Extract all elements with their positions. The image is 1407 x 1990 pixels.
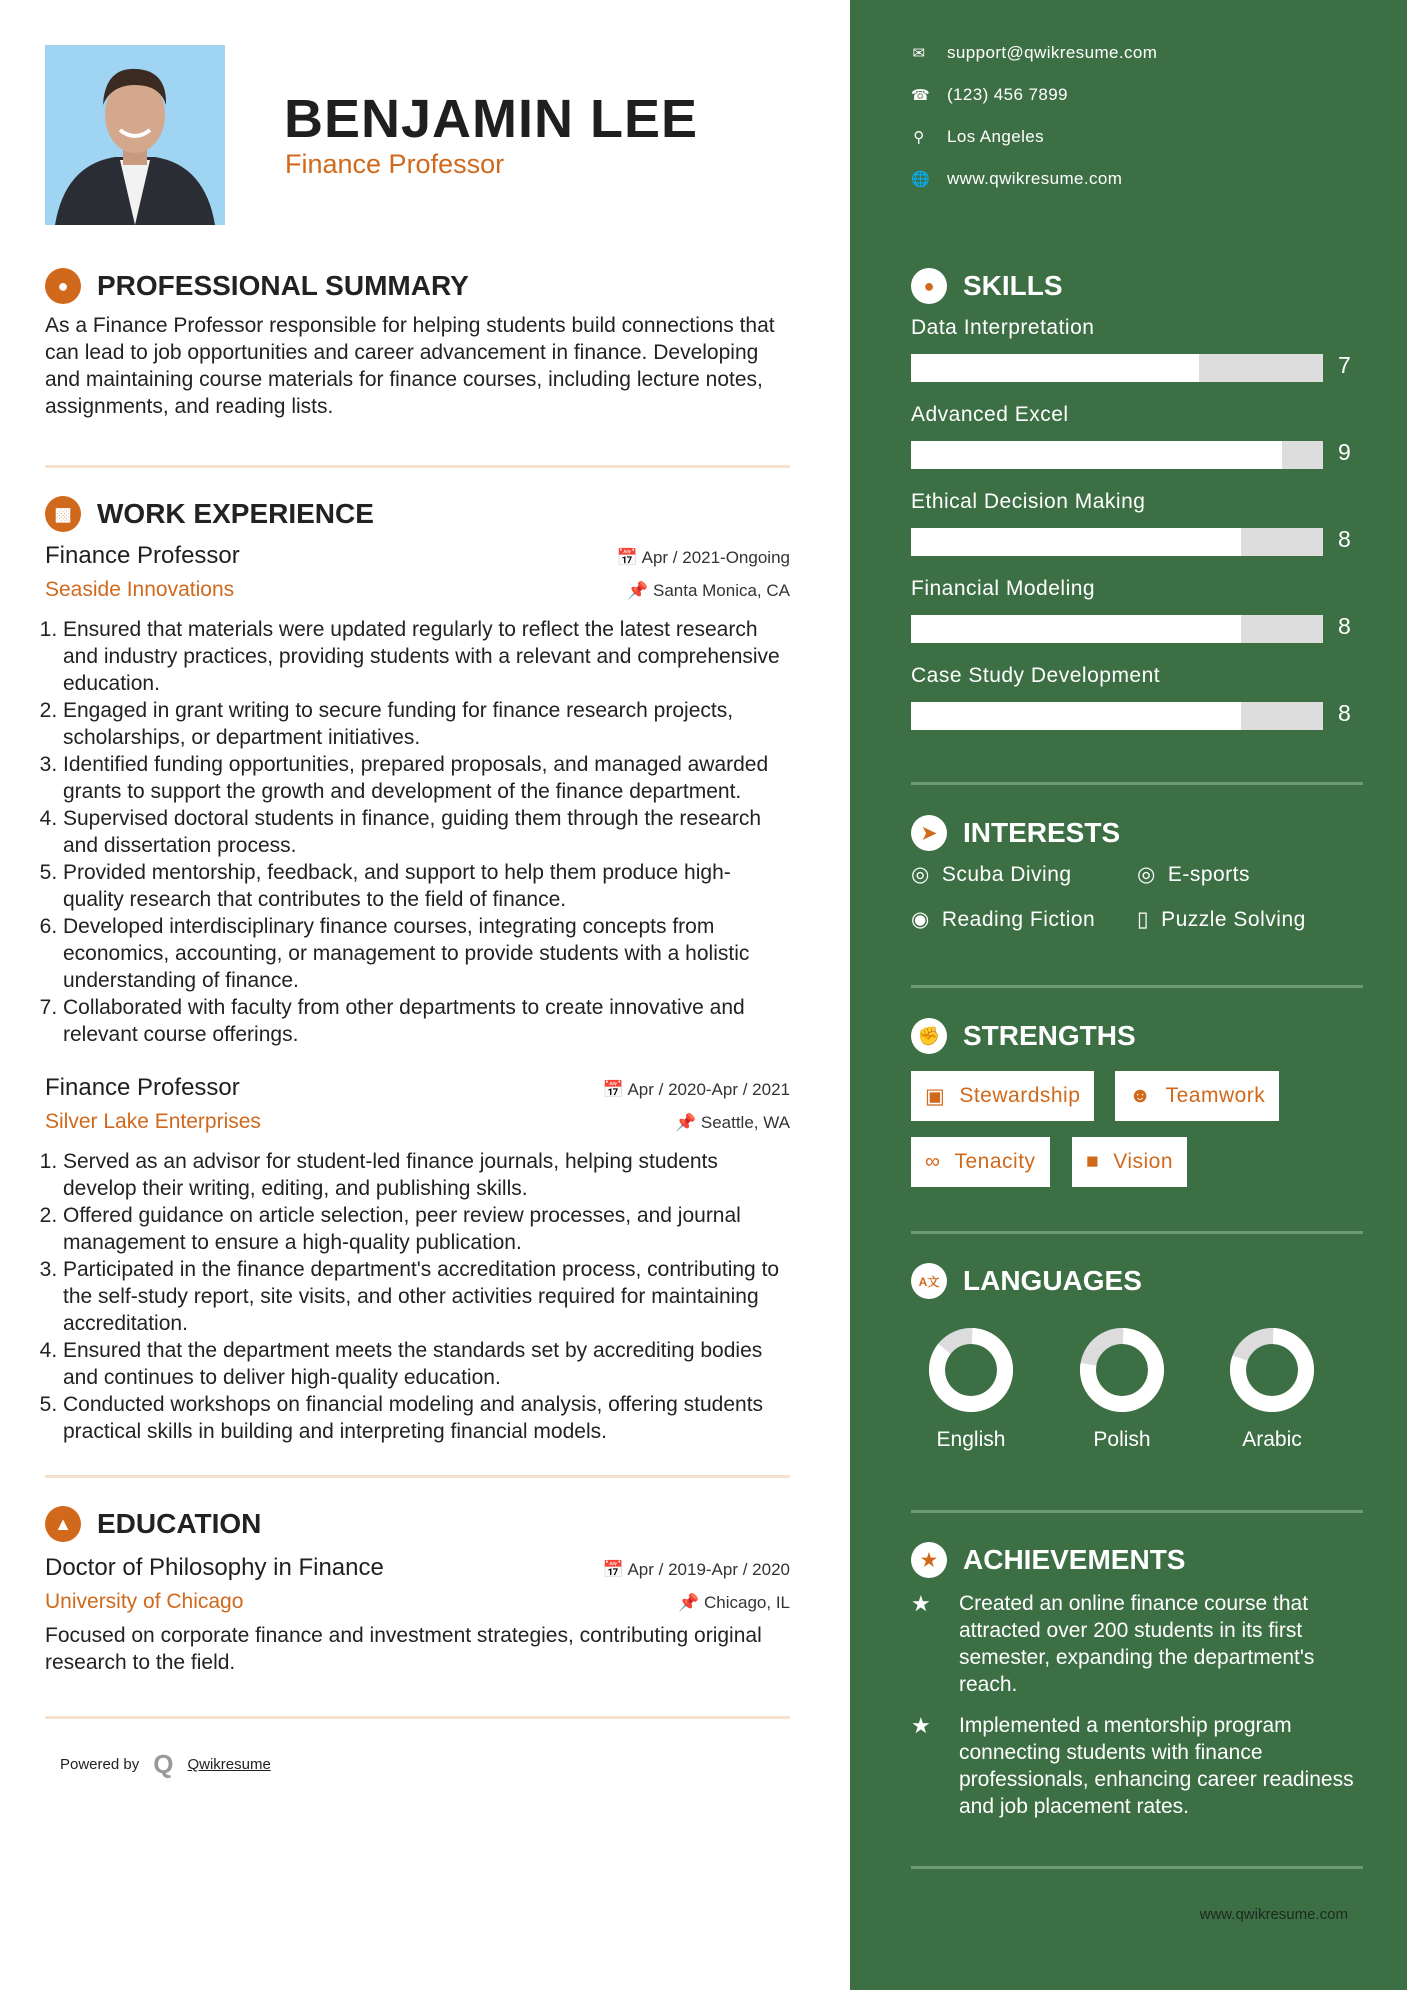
contact-website xyxy=(911,169,1122,189)
pin-icon: 📌 xyxy=(674,1113,701,1132)
interest-label: Scuba Diving xyxy=(941,862,1072,886)
fist-icon: ✊ xyxy=(911,1018,947,1054)
pin-icon: 📌 xyxy=(678,1593,704,1612)
briefcase-icon: ▣ xyxy=(925,1084,946,1108)
strength-chip xyxy=(911,1137,1050,1187)
bullet: 7. Collaborated with faculty from other departments to create innovative and relevant course offerings. xyxy=(63,994,790,1048)
bullet: 1. Served as an advisor for student-led finance journals, helping students develop their writing, editing, and publishing skills. xyxy=(63,1148,790,1202)
skill-label: Advanced Excel xyxy=(911,403,1069,426)
skills-heading: SKILLS xyxy=(963,270,1063,301)
skill-value: 8 xyxy=(1338,613,1351,639)
achievements-list xyxy=(911,1590,1373,1834)
skill-bar xyxy=(911,702,1323,730)
language-donut xyxy=(926,1325,1016,1415)
footer-website-link[interactable]: www.qwikresume.com xyxy=(1199,1906,1348,1923)
divider xyxy=(911,1866,1363,1869)
bullet: 2. Offered guidance on article selection, peer review processes, and journal management to ensure a high-quality publication. xyxy=(63,1202,790,1256)
skill-bar xyxy=(911,615,1323,643)
language-label: Polish xyxy=(1093,1428,1151,1451)
divider xyxy=(911,1231,1363,1234)
education-text: Focused on corporate finance and investment strategies, contributing original research to the field. xyxy=(45,1624,762,1674)
school: University of Chicago xyxy=(45,1590,244,1613)
summary-section xyxy=(45,268,790,420)
strength-label: Vision xyxy=(1113,1150,1174,1173)
map-marker-icon: ⚲ xyxy=(913,129,925,146)
summary-text: As a Finance Professor responsible for helping students build connections that can lead to job opportunities and career advancement in finance. Developing and maintaining course materials for finance courses, including lecture notes, assignments, and reading lists. xyxy=(45,314,775,418)
strength-chip xyxy=(1115,1071,1279,1121)
skill-value: 8 xyxy=(1338,526,1351,552)
job-bullets xyxy=(45,1148,790,1445)
job-title: Finance Professor xyxy=(45,1074,240,1101)
star-icon: ★ xyxy=(911,1591,931,1616)
qwikresume-link[interactable]: Qwikresume xyxy=(187,1756,271,1773)
bullet: 4. Ensured that the department meets the standards set by accrediting bodies and continues to deliver high-quality education. xyxy=(63,1337,790,1391)
achievement-text: Implemented a mentorship program connecting students with finance professionals, enhancing career readiness and job placement rates. xyxy=(959,1714,1354,1818)
bullet: 6. Developed interdisciplinary finance courses, integrating concepts from economics, accounting, or management to provide students with a holistic understanding of finance. xyxy=(63,913,790,994)
job-date: Apr / 2020-Apr / 2021 xyxy=(627,1080,790,1099)
email-text: support@qwikresume.com xyxy=(947,43,1158,62)
achievement-text: Created an online finance course that attracted over 200 students in its first semester, expanding the department's reach. xyxy=(959,1592,1315,1696)
summary-heading: PROFESSIONAL SUMMARY xyxy=(97,270,469,301)
interest-item xyxy=(911,907,1095,932)
divider xyxy=(911,782,1363,785)
candidate-title: Finance Professor xyxy=(285,149,505,179)
user-icon: ● xyxy=(45,268,81,304)
skills-list xyxy=(911,316,1371,756)
bullet: 3. Identified funding opportunities, prepared proposals, and managed awarded grants to support the growth and development of the finance department. xyxy=(63,751,790,805)
binoculars-icon: ■ xyxy=(1086,1150,1100,1173)
skill-label: Data Interpretation xyxy=(911,316,1095,339)
lightbulb-icon: ● xyxy=(911,268,947,304)
skill-bar-fill xyxy=(911,528,1241,556)
contact-phone xyxy=(911,85,1068,105)
bullet: 2. Engaged in grant writing to secure funding for finance research projects, scholarships, or department initiatives. xyxy=(63,697,790,751)
skill-value: 7 xyxy=(1338,352,1351,378)
achievements-heading: ACHIEVEMENTS xyxy=(963,1544,1186,1575)
skill-bar xyxy=(911,528,1323,556)
job-company: Silver Lake Enterprises xyxy=(45,1110,261,1133)
skill-bar xyxy=(911,441,1323,469)
job-location: Santa Monica, CA xyxy=(652,581,790,600)
interest-label: E-sports xyxy=(1167,862,1251,886)
languages-heading: LANGUAGES xyxy=(963,1265,1142,1296)
globe-icon: 🌐 xyxy=(911,171,931,188)
graduate-icon: ▲ xyxy=(45,1506,81,1542)
website-text: www.qwikresume.com xyxy=(947,169,1123,188)
job-bullets xyxy=(45,616,790,1048)
achievement-item xyxy=(911,1712,1373,1820)
bullet: 3. Participated in the finance department's accreditation process, contributing to the self-study report, site visits, and other activities required for maintaining accreditation. xyxy=(63,1256,790,1337)
main-content xyxy=(45,268,790,1780)
link-icon: ∞ xyxy=(925,1150,941,1173)
star-icon: ★ xyxy=(911,1713,931,1738)
phone-icon: ☎ xyxy=(911,87,931,104)
divider xyxy=(45,1716,790,1719)
languages-heading-row xyxy=(911,1263,1142,1299)
language-donut xyxy=(1077,1325,1167,1415)
skill-bar xyxy=(911,354,1323,382)
skill-bar-fill xyxy=(911,354,1199,382)
skill-value: 8 xyxy=(1338,700,1351,726)
contact-location xyxy=(911,127,1044,147)
divider xyxy=(911,1510,1363,1513)
strength-chip xyxy=(911,1071,1094,1121)
interest-label: Puzzle Solving xyxy=(1161,907,1306,931)
strength-label: Tenacity xyxy=(954,1150,1036,1173)
calendar-icon: 📅 xyxy=(602,1080,628,1099)
sidebar xyxy=(850,0,1407,1990)
skill-bar-fill xyxy=(911,702,1241,730)
interest-item xyxy=(1137,862,1250,887)
work-heading: WORK EXPERIENCE xyxy=(97,498,374,529)
calendar-icon: 📅 xyxy=(616,548,642,567)
phone-text: (123) 456 7899 xyxy=(947,85,1068,104)
education-heading: EDUCATION xyxy=(97,1508,262,1539)
life-ring-icon: ◎ xyxy=(1137,863,1156,886)
interest-item xyxy=(911,862,1072,887)
education-date: Apr / 2019-Apr / 2020 xyxy=(627,1560,790,1579)
interest-item xyxy=(1137,907,1306,932)
languages-list xyxy=(850,1320,1407,1470)
skill-bar-fill xyxy=(911,615,1241,643)
powered-by-label: Powered by xyxy=(60,1756,140,1773)
divider xyxy=(45,1475,790,1478)
interest-label: Reading Fiction xyxy=(941,907,1096,931)
strength-chip xyxy=(1072,1137,1187,1187)
bullet: 1. Ensured that materials were updated regularly to reflect the latest research and industry practices, providing students with a relevant and comprehensive education. xyxy=(63,616,790,697)
job-title: Finance Professor xyxy=(45,542,240,569)
gamepad-icon: ◉ xyxy=(911,908,930,931)
bullet: 5. Provided mentorship, feedback, and support to help them produce high-quality research that contributes to the field of finance. xyxy=(63,859,790,913)
pin-icon: 📌 xyxy=(627,581,653,600)
skill-label: Financial Modeling xyxy=(911,577,1096,600)
translate-icon: A文 xyxy=(911,1263,947,1299)
job-date: Apr / 2021-Ongoing xyxy=(641,548,790,567)
job-entry xyxy=(45,1074,790,1445)
book-icon: ▯ xyxy=(1137,908,1150,931)
profile-photo xyxy=(45,45,225,225)
education-location: Chicago, IL xyxy=(704,1593,790,1612)
strengths-heading-row xyxy=(911,1018,1136,1054)
powered-by xyxy=(60,1749,790,1780)
strengths-heading: STRENGTHS xyxy=(963,1020,1136,1051)
strength-label: Stewardship xyxy=(959,1084,1081,1107)
achievement-item xyxy=(911,1590,1373,1698)
interests-heading: INTERESTS xyxy=(963,817,1121,848)
candidate-name: BENJAMIN LEE xyxy=(284,89,699,149)
job-location: Seattle, WA xyxy=(700,1113,790,1132)
strength-label: Teamwork xyxy=(1165,1084,1266,1107)
calendar-icon: 📅 xyxy=(602,1560,628,1579)
language-label: Arabic xyxy=(1242,1428,1302,1451)
star-icon: ★ xyxy=(911,1542,947,1578)
bullet: 5. Conducted workshops on financial modeling and analysis, offering students practical skills in building and interpreting financial models. xyxy=(63,1391,790,1445)
skill-bar-fill xyxy=(911,441,1282,469)
degree: Doctor of Philosophy in Finance xyxy=(45,1554,384,1581)
interests-heading-row xyxy=(911,815,1120,851)
skill-value: 9 xyxy=(1338,439,1351,465)
paper-plane-icon: ➤ xyxy=(911,815,947,851)
language-label: English xyxy=(936,1428,1006,1451)
skills-heading-row xyxy=(911,268,1063,304)
bullet: 4. Supervised doctoral students in finance, guiding them through the research and dissertation process. xyxy=(63,805,790,859)
language-donut xyxy=(1227,1325,1317,1415)
life-ring-icon: ◎ xyxy=(911,863,930,886)
qwikresume-logo-icon: Q xyxy=(153,1749,174,1779)
skill-label: Case Study Development xyxy=(911,664,1161,687)
job-entry xyxy=(45,542,790,1048)
work-heading-row xyxy=(45,496,790,532)
chair-icon: ▩ xyxy=(45,496,81,532)
achievements-heading-row xyxy=(911,1542,1185,1578)
location-text: Los Angeles xyxy=(947,127,1045,146)
contact-email xyxy=(911,43,1157,63)
skill-label: Ethical Decision Making xyxy=(911,490,1146,513)
job-company: Seaside Innovations xyxy=(45,578,235,601)
divider xyxy=(911,985,1363,988)
divider xyxy=(45,465,790,468)
users-icon: ☻ xyxy=(1129,1084,1152,1107)
education-section xyxy=(45,1506,790,1676)
envelope-icon: ✉ xyxy=(912,45,926,62)
